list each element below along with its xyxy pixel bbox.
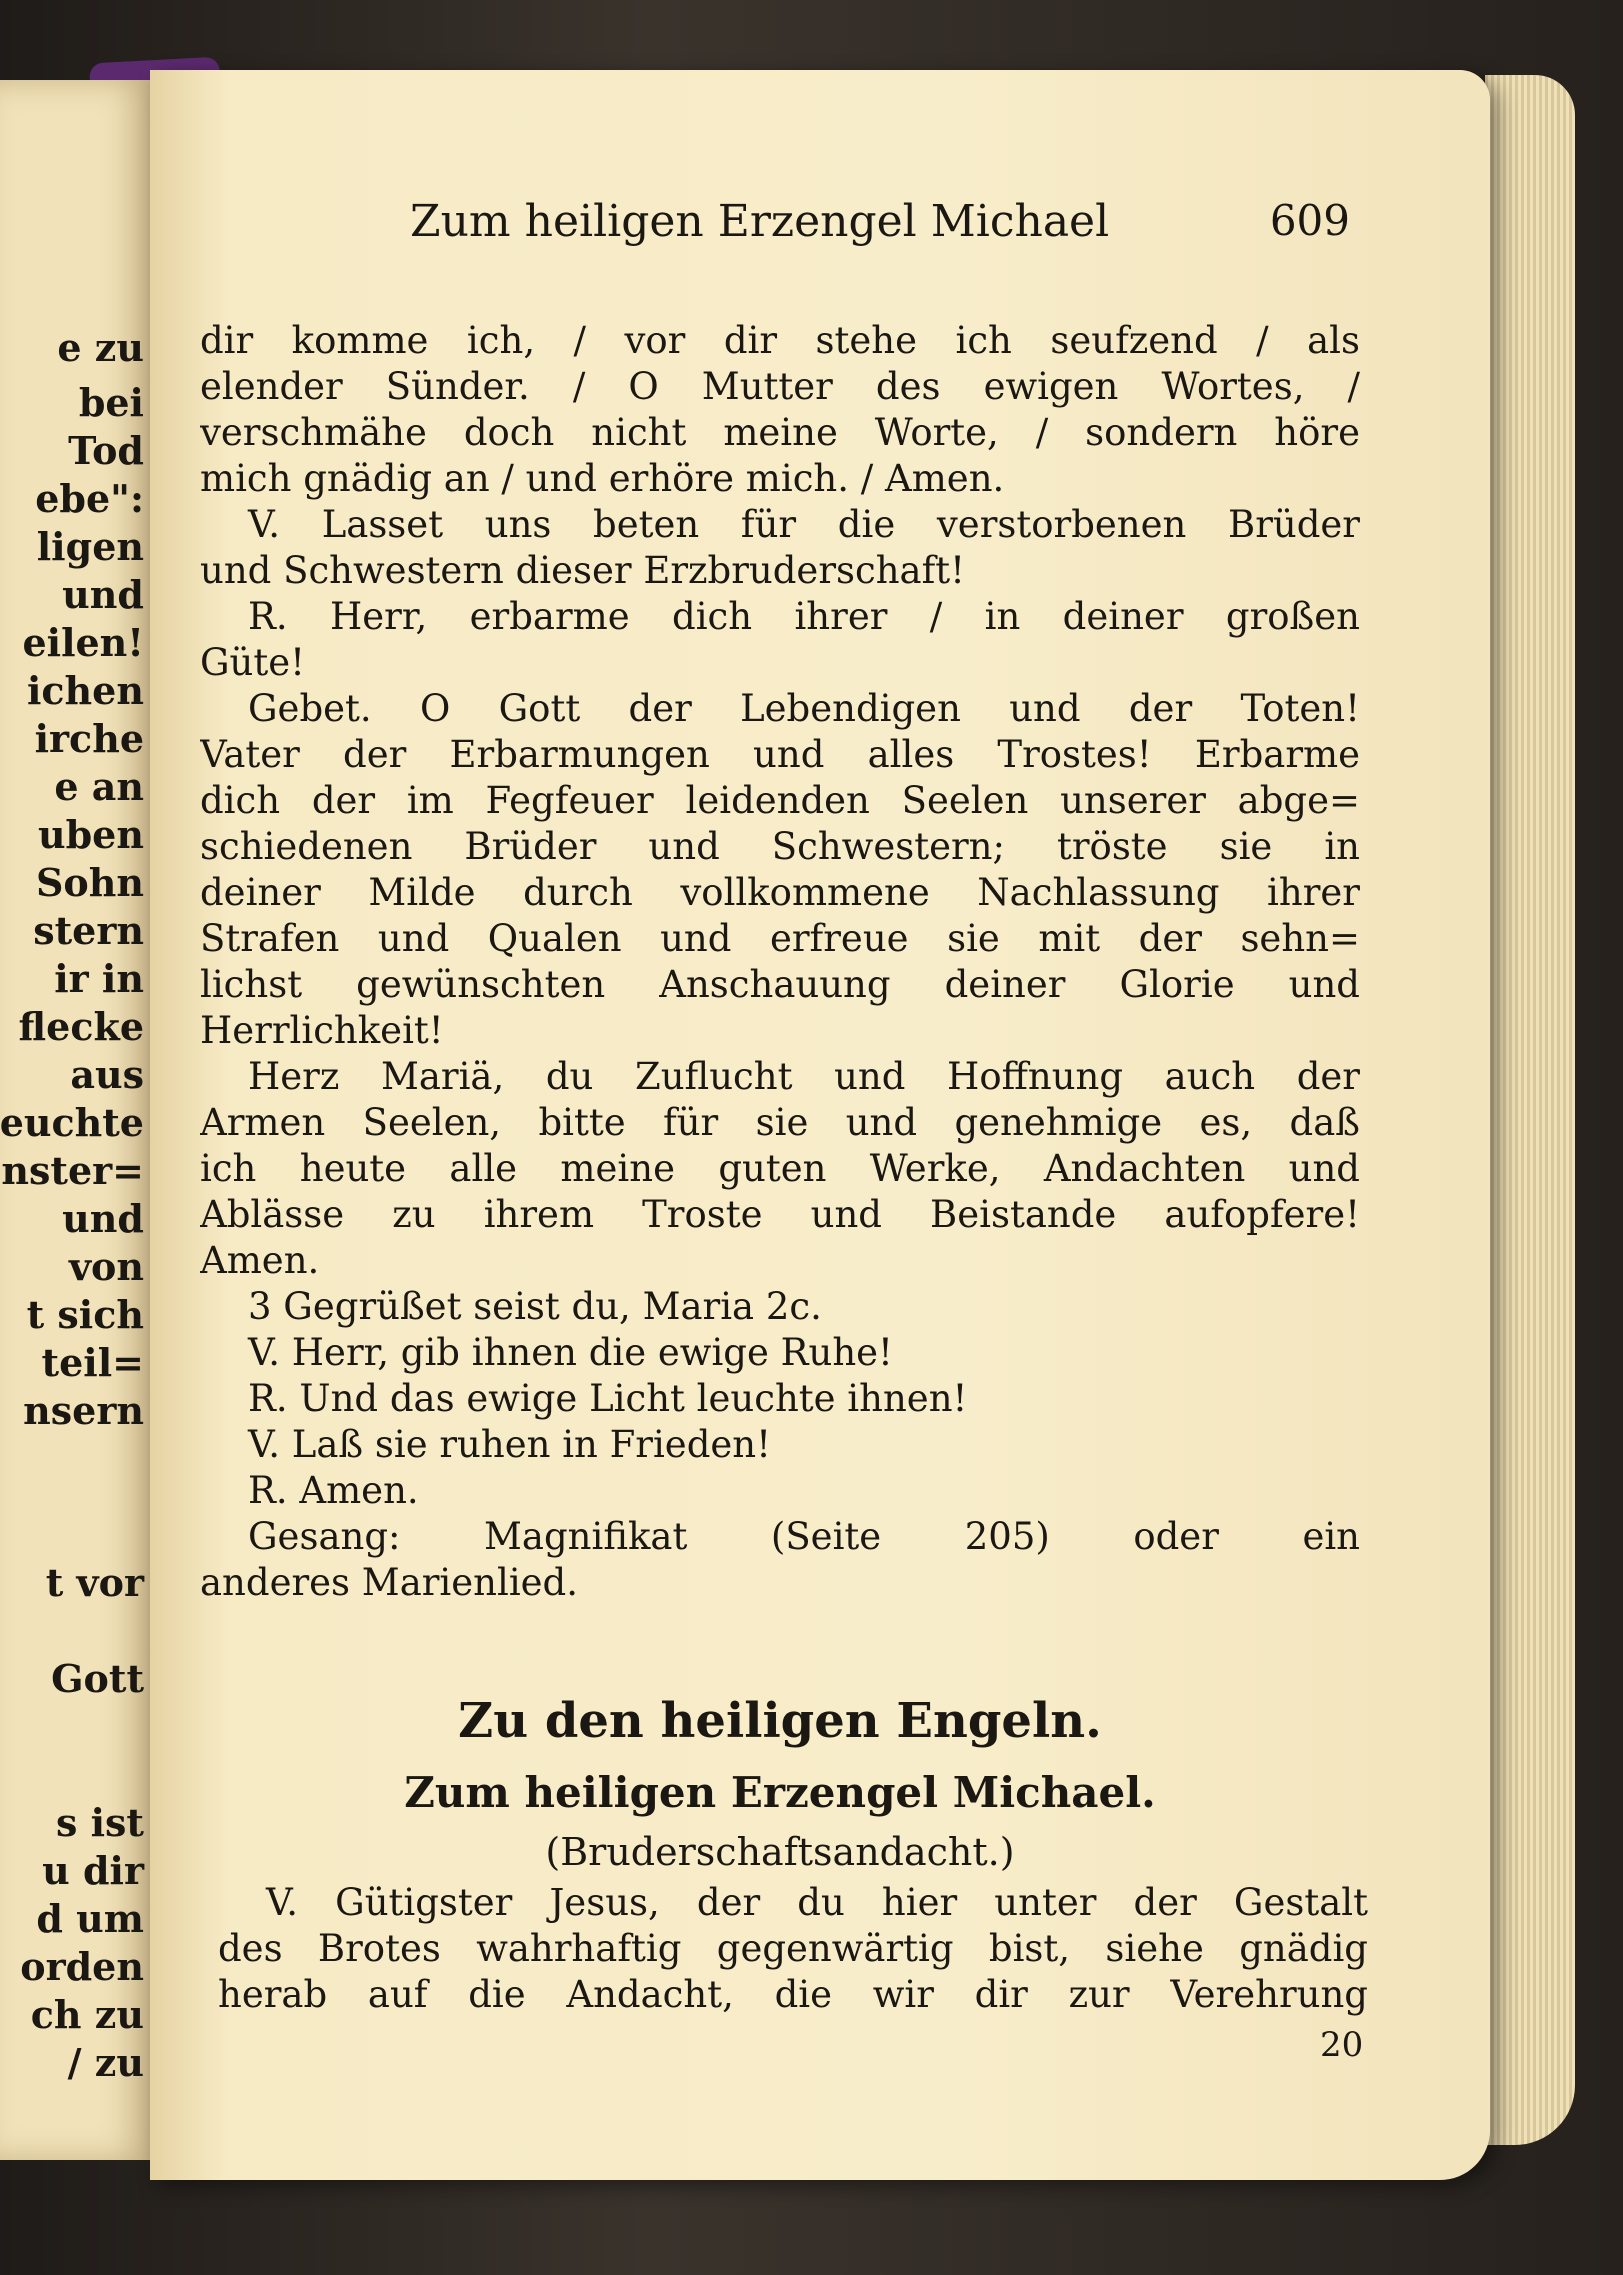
left-fragment: t vor bbox=[45, 1560, 144, 1605]
left-fragment: e an bbox=[54, 764, 144, 809]
left-fragment: u dir bbox=[42, 1848, 144, 1893]
left-fragment: Sohn bbox=[35, 860, 144, 905]
text-line: schiedenen Brüder und Schwestern; tröste sie in bbox=[200, 825, 1360, 868]
text-line: ich heute alle meine guten Werke, Andachten und bbox=[200, 1147, 1360, 1190]
text-line: R. Herr, erbarme dich ihrer / in deiner großen bbox=[248, 595, 1360, 638]
left-fragment: euchte bbox=[0, 1100, 144, 1145]
text-line: Amen. bbox=[200, 1239, 320, 1282]
page-number: 609 bbox=[1269, 196, 1350, 245]
text-line: anderes Marienlied. bbox=[200, 1561, 579, 1604]
left-fragment: uben bbox=[37, 812, 144, 857]
left-fragment: ir in bbox=[54, 956, 144, 1001]
page-edges bbox=[1485, 75, 1575, 2145]
left-fragment: orden bbox=[20, 1944, 144, 1989]
left-fragment: e zu bbox=[57, 325, 144, 370]
left-fragment: t sich bbox=[26, 1292, 144, 1337]
section-note: (Bruderschaftsandacht.) bbox=[545, 1830, 1015, 1874]
text-line: des Brotes wahrhaftig gegenwärtig bist, siehe gnädig bbox=[218, 1927, 1368, 1970]
left-fragment: eilen! bbox=[22, 620, 144, 665]
text-line: Gebet. O Gott der Lebendigen und der Toten! bbox=[248, 687, 1360, 730]
text-line: Herz Mariä, du Zuflucht und Hoffnung auch der bbox=[248, 1055, 1360, 1098]
left-fragment: ligen bbox=[36, 524, 144, 569]
text-line: Armen Seelen, bitte für sie und genehmige es, daß bbox=[200, 1101, 1360, 1144]
body-text-2 bbox=[218, 1880, 1368, 2018]
left-fragment: ch zu bbox=[30, 1992, 144, 2037]
text-line: Güte! bbox=[200, 641, 306, 684]
text-line: dir komme ich, / vor dir stehe ich seufzend / als bbox=[200, 319, 1360, 362]
left-fragment: flecke bbox=[18, 1004, 144, 1049]
text-line: V. Laß sie ruhen in Frieden! bbox=[248, 1423, 771, 1466]
running-title: Zum heiligen Erzengel Michael bbox=[410, 196, 1110, 247]
left-fragment: / zu bbox=[67, 2040, 144, 2085]
text-line: 3 Gegrüßet seist du, Maria 2c. bbox=[248, 1285, 822, 1328]
text-line: Vater der Erbarmungen und alles Trostes! Erbarme bbox=[200, 733, 1360, 776]
text-line: dich der im Fegfeuer leidenden Seelen unserer abge= bbox=[200, 779, 1360, 822]
text-line: verschmähe doch nicht meine Worte, / sondern höre bbox=[200, 411, 1360, 454]
text-line: Gesang: Magnifikat (Seite 205) oder ein bbox=[248, 1515, 1360, 1558]
left-fragment: s ist bbox=[55, 1800, 144, 1845]
text-line: herab auf die Andacht, die wir dir zur Verehrung bbox=[218, 1973, 1368, 2016]
signature-mark: 20 bbox=[1320, 2025, 1364, 2065]
text-line: Herrlichkeit! bbox=[200, 1009, 444, 1052]
left-fragment: Tod bbox=[68, 428, 144, 473]
left-fragment: nsern bbox=[23, 1388, 144, 1433]
left-fragment: bei bbox=[78, 380, 144, 425]
left-fragment: stern bbox=[33, 908, 144, 953]
text-line: elender Sünder. / O Mutter des ewigen Wortes, / bbox=[200, 365, 1360, 408]
text-line: Ablässe zu ihrem Troste und Beistande aufopfere! bbox=[200, 1193, 1360, 1236]
left-fragment: und bbox=[62, 1196, 144, 1241]
page-header bbox=[410, 196, 1350, 256]
text-line: deiner Milde durch vollkommene Nachlassung ihrer bbox=[200, 871, 1360, 914]
left-fragment: aus bbox=[70, 1052, 144, 1097]
left-fragment: ebe": bbox=[35, 476, 144, 521]
body-text bbox=[200, 318, 1360, 1606]
left-fragment: ichen bbox=[26, 668, 144, 713]
text-line: R. Amen. bbox=[248, 1469, 419, 1512]
text-line: V. Lasset uns beten für die verstorbenen Brüder bbox=[248, 503, 1360, 546]
left-fragment: von bbox=[68, 1244, 144, 1289]
text-line: V. Herr, gib ihnen die ewige Ruhe! bbox=[248, 1331, 893, 1374]
text-line: und Schwestern dieser Erzbruderschaft! bbox=[200, 549, 966, 592]
text-line: R. Und das ewige Licht leuchte ihnen! bbox=[248, 1377, 968, 1420]
left-page bbox=[0, 80, 150, 2160]
left-fragment: und bbox=[62, 572, 144, 617]
text-line: lichst gewünschten Anschauung deiner Glorie und bbox=[200, 963, 1360, 1006]
left-fragment: Gott bbox=[51, 1656, 144, 1701]
left-fragment: nster= bbox=[1, 1148, 144, 1193]
left-fragment: irche bbox=[34, 716, 144, 761]
section-title: Zu den heiligen Engeln. bbox=[458, 1693, 1102, 1749]
left-fragment: d um bbox=[36, 1896, 144, 1941]
text-line: Strafen und Qualen und erfreue sie mit der sehn= bbox=[200, 917, 1360, 960]
left-fragment: teil= bbox=[41, 1340, 144, 1385]
section-subtitle: Zum heiligen Erzengel Michael. bbox=[404, 1768, 1156, 1817]
text-line: mich gnädig an / und erhöre mich. / Amen. bbox=[200, 457, 1005, 500]
text-line: V. Gütigster Jesus, der du hier unter der Gestalt bbox=[266, 1881, 1368, 1924]
